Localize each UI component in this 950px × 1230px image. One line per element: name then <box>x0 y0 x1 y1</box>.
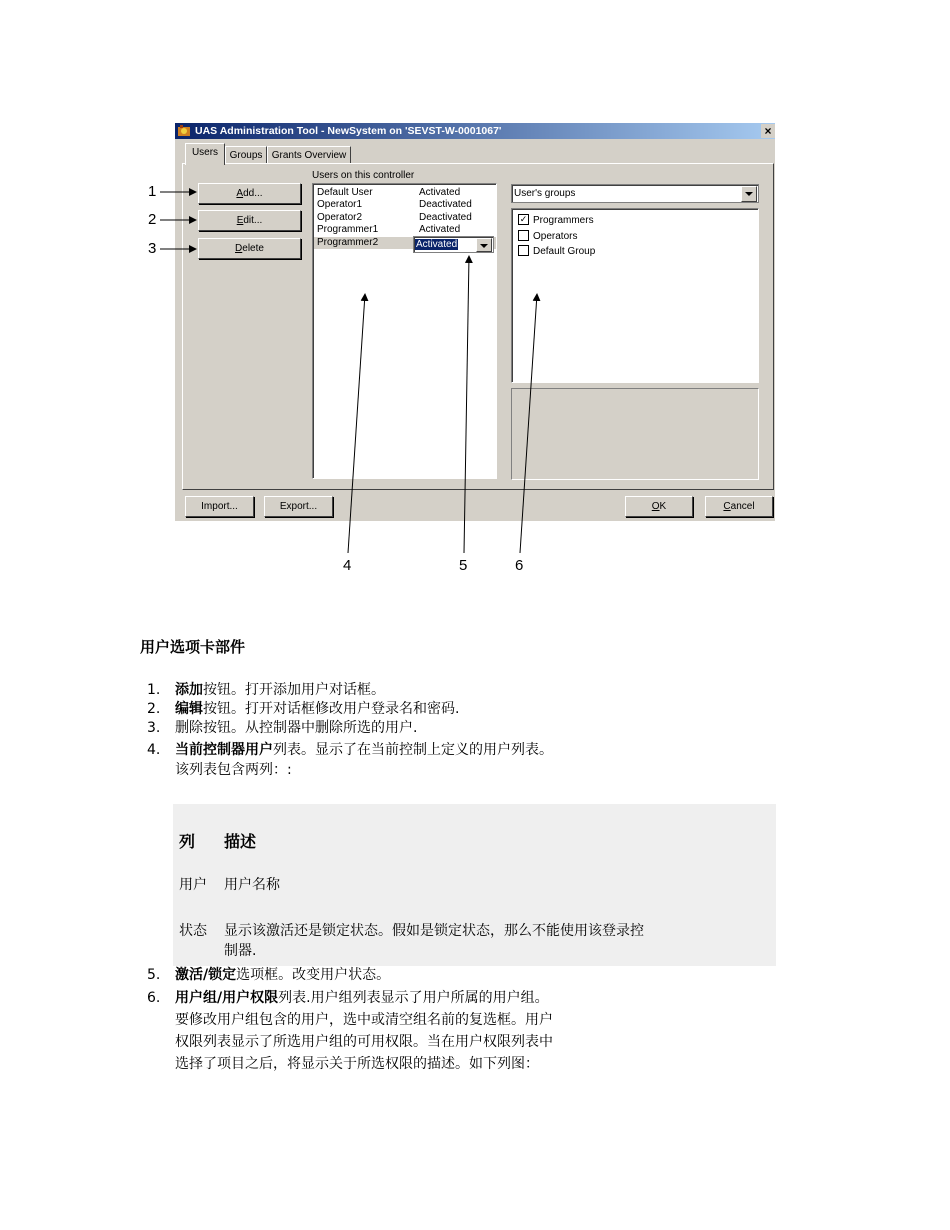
users-list-label: Users on this controller <box>312 170 415 181</box>
table-cell: 用户 <box>179 877 207 893</box>
callout-arrow-4 <box>348 294 365 553</box>
checkbox-checked[interactable]: ✓ <box>519 213 528 224</box>
table-cell: 显示该激活还是锁定状态。假如是锁定状态，那么不能使用该登录控 <box>224 923 644 939</box>
list-item-6-line4: 选择了项目之后，将显示关于所选权限的描述。如下列图： <box>175 1056 539 1072</box>
table-header-description: 描述 <box>224 832 257 851</box>
group-checkbox-operators[interactable]: Operators <box>518 230 577 244</box>
delete-button[interactable]: Delete <box>198 238 301 259</box>
list-item-3: 删除按钮。从控制器中删除所选的用户. <box>175 720 418 736</box>
window-title: UAS Administration Tool - NewSystem on 'SEVST-W-0001067' <box>195 125 502 137</box>
list-item-6-line3: 权限列表显示了所选用户组的可用权限。当在用户权限列表中 <box>175 1034 553 1050</box>
list-item-6-line2: 要修改用户组包含的用户，选中或清空组名前的复选框。用户 <box>175 1012 553 1028</box>
callout-3: 3 <box>148 240 157 257</box>
tab-users[interactable]: Users <box>185 143 225 165</box>
import-button[interactable]: Import... <box>185 496 254 517</box>
list-item-1: 添加按钮。打开添加用户对话框。 <box>175 682 385 698</box>
callout-arrow-5 <box>464 256 469 553</box>
list-number: 6. <box>147 990 161 1006</box>
list-item[interactable]: Default User Activated <box>317 187 461 198</box>
list-item[interactable]: Programmer1 Activated <box>317 224 461 235</box>
callout-1: 1 <box>148 183 157 200</box>
list-item-4-line2: 该列表包含两列：: <box>175 762 292 778</box>
callout-6: 6 <box>515 557 524 574</box>
add-button[interactable]: Add... <box>198 183 301 204</box>
callout-2: 2 <box>148 211 157 228</box>
section-heading: 用户选项卡部件 <box>140 638 246 656</box>
list-item-selected[interactable]: Programmer2 <box>314 237 496 249</box>
cancel-button[interactable]: Cancel <box>705 496 773 517</box>
export-button[interactable]: Export... <box>264 496 333 517</box>
table-cell: 制器. <box>224 943 257 959</box>
list-item[interactable]: Operator2 Deactivated <box>317 212 472 223</box>
group-checkbox-programmers[interactable]: ✓ Programmers <box>519 213 594 226</box>
list-item[interactable]: Operator1 Deactivated <box>317 199 472 210</box>
table-cell: 用户名称 <box>224 877 280 893</box>
list-number: 1. <box>147 682 161 698</box>
close-icon[interactable]: × <box>761 124 775 138</box>
list-item-2: 编辑按钮。打开对话框修改用户登录名和密码. <box>175 701 460 717</box>
list-item-4: 当前控制器用户列表。显示了在当前控制上定义的用户列表。 <box>175 742 553 758</box>
tab-grants-overview[interactable]: Grants Overview <box>267 146 351 164</box>
callout-arrow-6 <box>520 294 537 553</box>
list-item-6: 用户组/用户权限列表.用户组列表显示了用户所属的用户组。 <box>175 990 549 1006</box>
list-item-5: 激活/锁定选项框。改变用户状态。 <box>175 967 391 983</box>
list-number: 2. <box>147 701 161 717</box>
list-number: 3. <box>147 720 161 736</box>
ok-button[interactable]: OK <box>625 496 693 517</box>
edit-button[interactable]: Edit... <box>198 210 301 231</box>
callout-4: 4 <box>343 557 352 574</box>
status-combo-value: Activated <box>416 239 458 250</box>
tab-groups[interactable]: Groups <box>225 146 267 164</box>
list-number: 4. <box>147 742 161 758</box>
table-cell: 状态 <box>179 923 207 939</box>
groups-combo[interactable]: User's groups <box>511 184 759 203</box>
callout-arrows <box>0 0 950 600</box>
group-checkbox-default[interactable]: Default Group <box>518 245 595 259</box>
callout-5: 5 <box>459 557 468 574</box>
list-number: 5. <box>147 967 161 983</box>
table-header-column: 列 <box>179 832 196 851</box>
